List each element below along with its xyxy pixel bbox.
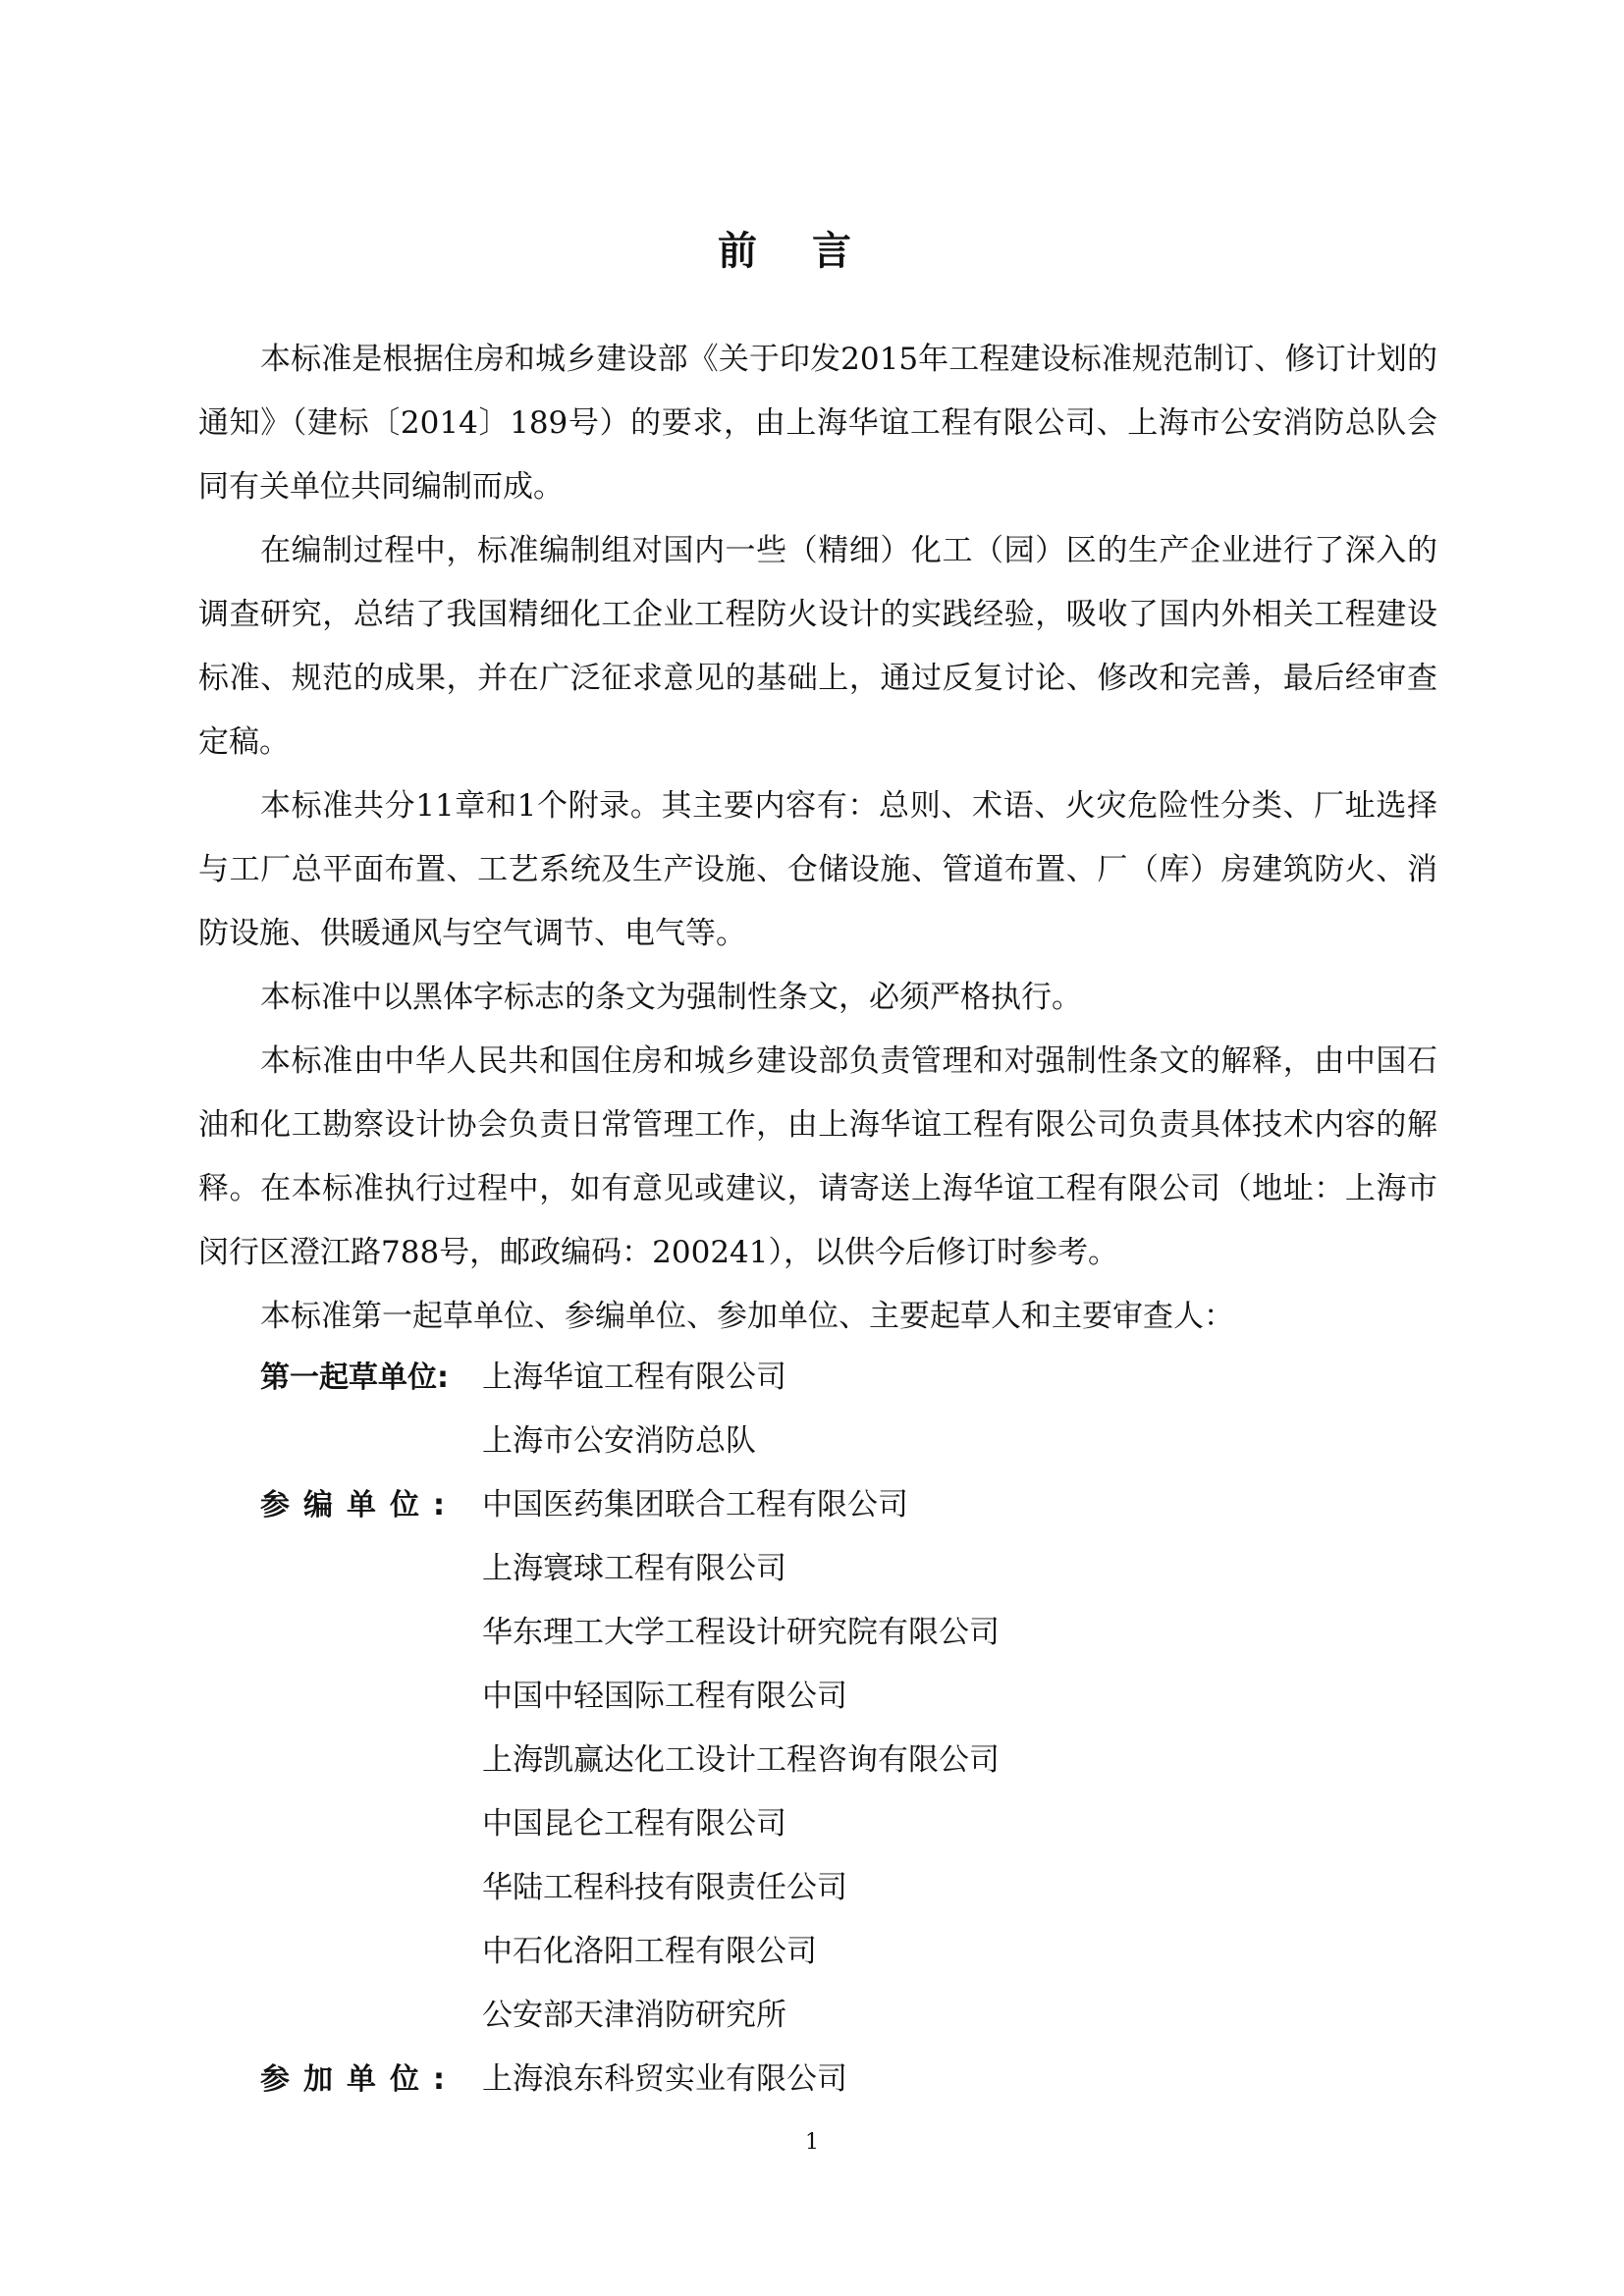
list-item: 上海寰球工程有限公司 <box>482 1551 786 1586</box>
list-item: 中国中轻国际工程有限公司 <box>482 1679 847 1714</box>
list-item: 华东理工大学工程设计研究院有限公司 <box>482 1615 1000 1650</box>
list-item: 上海市公安消防总队 <box>482 1423 756 1459</box>
participating-units-list <box>482 2048 847 2111</box>
paragraph-contents: 本标准共分11章和1个附录。其主要内容有：总则、术语、火灾危险性分类、厂址选择与工厂总平面布置、工艺系统及生产设施、仓储设施、管道布置、厂（库）房建筑防火、消防设施、供暖通风与空气调节、电气等。 <box>198 788 1437 951</box>
first-drafting-unit-label: 第一起草单位: <box>260 1361 449 1395</box>
preface-body <box>198 328 1437 1349</box>
page-title: 前言 <box>718 229 906 274</box>
list-item: 上海凯赢达化工设计工程咨询有限公司 <box>482 1742 1000 1778</box>
page-number: 1 <box>805 2130 819 2155</box>
first-drafting-unit-group <box>260 1346 1340 1473</box>
participating-editors-group <box>260 1473 1340 2048</box>
list-item: 公安部天津消防研究所 <box>482 1998 786 2033</box>
participating-editors-label: 参编单位: <box>260 1488 459 1522</box>
list-item: 中国医药集团联合工程有限公司 <box>482 1487 908 1522</box>
paragraph-units-intro: 本标准第一起草单位、参编单位、参加单位、主要起草人和主要审查人： <box>260 1299 1234 1334</box>
list-item: 上海浪东科贸实业有限公司 <box>482 2061 847 2097</box>
paragraph-process: 在编制过程中，标准编制组对国内一些（精细）化工（园）区的生产企业进行了深入的调查研究，总结了我国精细化工企业工程防火设计的实践经验，吸收了国内外相关工程建设标准、规范的成果，并在广泛征求意见的基础上，通过反复讨论、修改和完善，最后经审查定稿。 <box>198 533 1437 760</box>
list-item: 中国昆仑工程有限公司 <box>482 1806 786 1842</box>
paragraph-management: 本标准由中华人民共和国住房和城乡建设部负责管理和对强制性条文的解释，由中国石油和化工勘察设计协会负责日常管理工作，由上海华谊工程有限公司负责具体技术内容的解释。在本标准执行过程中，如有意见或建议，请寄送上海华谊工程有限公司（地址：上海市闵行区澄江路788号，邮政编码：200241），以供今后修订时参考。 <box>198 1043 1437 1270</box>
first-drafting-unit-list <box>482 1346 786 1473</box>
drafting-units <box>260 1346 1340 2111</box>
list-item: 华陆工程科技有限责任公司 <box>482 1870 847 1905</box>
participating-units-group <box>260 2048 1340 2111</box>
paragraph-mandatory: 本标准中以黑体字标志的条文为强制性条文，必须严格执行。 <box>260 980 1082 1015</box>
paragraph-basis: 本标准是根据住房和城乡建设部《关于印发2015年工程建设标准规范制订、修订计划的通知》（建标〔2014〕189号）的要求，由上海华谊工程有限公司、上海市公安消防总队会同有关单位共同编制而成。 <box>198 342 1437 505</box>
participating-editors-list <box>482 1473 1000 2048</box>
list-item: 上海华谊工程有限公司 <box>482 1360 786 1395</box>
participating-units-label: 参加单位: <box>260 2062 459 2097</box>
list-item: 中石化洛阳工程有限公司 <box>482 1934 817 1969</box>
